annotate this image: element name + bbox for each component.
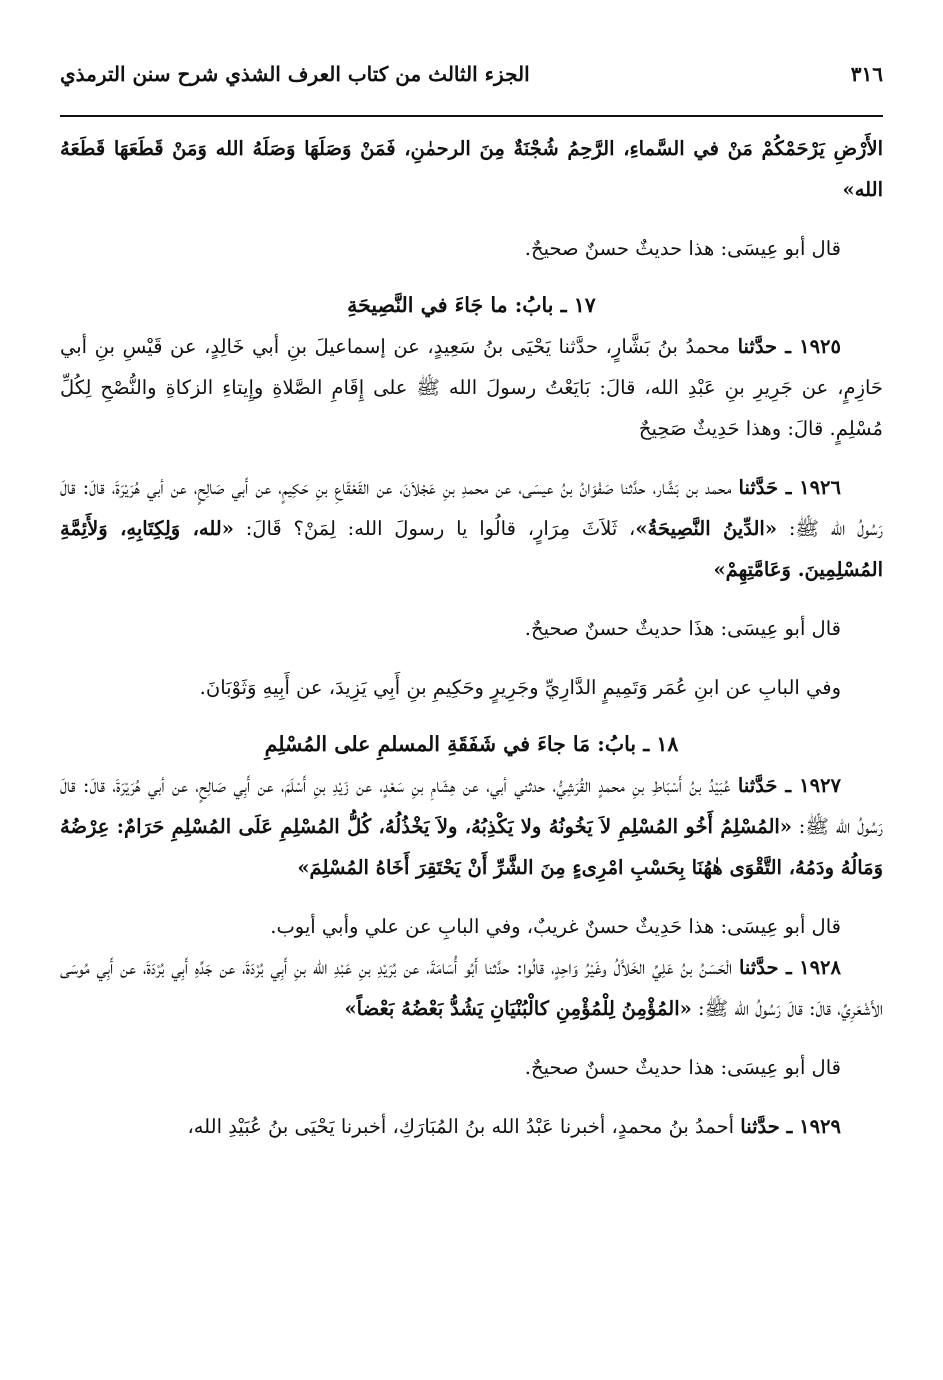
hadith-1929: [60, 1106, 883, 1147]
page-header: [60, 62, 883, 86]
hadith-number: ١٩٢٩ ـ حدَّثنا: [740, 1115, 841, 1138]
bab-note: وفي البابِ عن ابنِ عُمَر وَتَمِيمٍ الدَّارِيِّ وجَرِيرٍ وحَكِيمِ بنِ أَبِي يَزِيدَ، عن أَبِيهِ وَثَوْبَانَ.: [199, 676, 841, 699]
hadith-quote: «لله، وَلِكِتَابِهِ، وَلأَئِمَّةِ المُسْلِمِينَ. وَعَامَّتِهِمْ»: [60, 517, 883, 581]
document-page: [60, 0, 883, 1380]
hadith-1926: [60, 467, 883, 590]
hadith-text: عُبَيْدُ بنُ أَسْبَاطِ بنِ محمدٍ القُرَشِيُّ، حدثني أبي، عن هِشَامِ بنِ سَعْدٍ، عن زَيْدِ بنِ أَسْلَمَ، عن أَبِي صَالِحٍ، عن أبي هُرَيْرَةَ، قالَ: قالَ رَسُولُ الله ﷺ:: [60, 774, 883, 838]
hadith-number: ١٩٢٧ ـ حَدَّثنا: [737, 774, 841, 797]
verdict-paragraph: قال أبو عِيسَى: هذَا حديثٌ حسنٌ صحيحٌ.: [524, 617, 841, 640]
chapter-heading-18: ١٨ ـ بابُ: مَا جاءَ في شَفَقَةِ المسلمِ على المُسْلِمِ: [264, 732, 679, 756]
header-divider: [60, 115, 883, 117]
hadith-1927: [60, 765, 883, 888]
hadith-text: الْحَسَنُ بنُ عَلِيِّ الخَلاَّلُ وغَيْرُ وَاحِدٍ، قالُوا: حدَّثنا أَبُو أُسَامَةَ، عن بُرَيْدِ بنِ عَبْدِ الله بنِ أَبِي بُرْدَةَ، عن جَدِّهِ أَبِي بُرْدَةَ، عن أَبِي مُوسَى الأَشْعَرِيِّ، قالَ: قالَ رَسُولُ الله ﷺ:: [60, 956, 883, 1020]
hadith-number: ١٩٢٦ ـ حَدَّثنا: [738, 476, 841, 499]
verdict-paragraph: قال أبو عِيسَى: هذا حديثٌ حسنٌ صحيحٌ.: [524, 237, 841, 260]
verdict-paragraph: قال أبو عِيسَى: هذا حديثٌ حسنٌ صحيحٌ.: [524, 1056, 841, 1079]
hadith-text: أحمدُ بنُ محمدٍ، أخبرنا عَبْدُ الله بنُ المُبَارَكِ، أخبرنا يَحْيَى بنُ عُبَيْدِ الله،: [187, 1115, 735, 1138]
hadith-text: محمدُ بنُ بَشَّارٍ، حدَّثنا يَحْيَى بنُ سَعِيدٍ، عن إسماعيلَ بنِ أبي خَالِدٍ، عن قَيْسِ بنِ أبي حَازِمٍ، عن جَرِيرِ بنِ عَبْدِ الله، قالَ: بَايَعْتُ رسولَ الله ﷺ على إِقَامِ الصَّلاةِ وإِيتاءِ الزكاةِ والنُّصْحِ لِكُلِّ مُسْلِمٍ. قالَ: وهذا حَدِيثٌ صَحِيحٌ: [60, 335, 883, 440]
verdict-paragraph: قال أبو عِيسَى: هذا حَدِيثٌ حسنٌ غريبٌ، وفي البابِ عن علي وأبي أيوب.: [270, 915, 841, 938]
hadith-quote: «المُؤْمِنُ لِلْمُؤْمِنِ كالْبُنْيَانِ يَشُدُّ بَعْضُهُ بَعْضاً»: [344, 997, 692, 1020]
hadith-number: ١٩٢٥ ـ حدَّثنا: [737, 335, 841, 358]
hadith-1925: [60, 326, 883, 449]
continued-hadith-quote: الأَرْضِ يَرْحَمْكُمْ مَنْ في السَّماءِ، الرَّحِمُ شُجْنَةٌ مِنَ الرحمٰنِ، فَمَنْ وَصَلَهَا وَصَلَهُ الله وَمَنْ قَطَعَهَا قَطَعَهُ الله»: [60, 137, 883, 201]
hadith-quote: «المُسْلِمُ أَخُو المُسْلِمِ لاَ يَخُونُهُ ولا يَكْذِبُهُ، ولاَ يَخْذُلُهُ، كُلُّ المُسْلِمِ عَلَى المُسْلِمِ حَرَامٌ: عِرْضُهُ وَمَالُهُ ودَمُهُ، التَّقْوَى هٰهُنَا بِحَسْبِ امْرِىءٍ مِنَ الشَّرِّ أَنْ يَحْتَقِرَ أَخَاهُ المُسْلِمَ»: [60, 815, 883, 879]
running-title: الجزء الثالث من كتاب العرف الشذي شرح سنن الترمذي: [60, 62, 530, 86]
hadith-number: ١٩٢٨ ـ حدَّثنا: [738, 956, 841, 979]
chapter-heading-17: ١٧ ـ بابُ: ما جَاءَ في النَّصِيحَةِ: [347, 293, 596, 317]
page-body: [60, 128, 883, 1147]
hadith-1928: [60, 947, 883, 1029]
page-number: ٣١٦: [850, 62, 883, 86]
hadith-text: ، ثَلاَثَ مِرَارٍ، قالُوا يا رسولَ الله: لِمَنْ؟ قَالَ:: [245, 517, 636, 540]
hadith-text: محمد بن بَشَّار، حدَّثنا صَفْوَانُ بنُ عيسَى، عن محمدِ بنِ عَجْلاَنَ، عن القَعْقَاعِ بنِ حَكِيمٍ، عن أَبي صَالِحٍ، عن أبي هُرَيْرَةَ، قالَ: قالَ رَسُولُ الله ﷺ:: [60, 476, 884, 540]
hadith-quote: «الدِّينُ النَّصِيحَةُ»: [635, 517, 778, 540]
